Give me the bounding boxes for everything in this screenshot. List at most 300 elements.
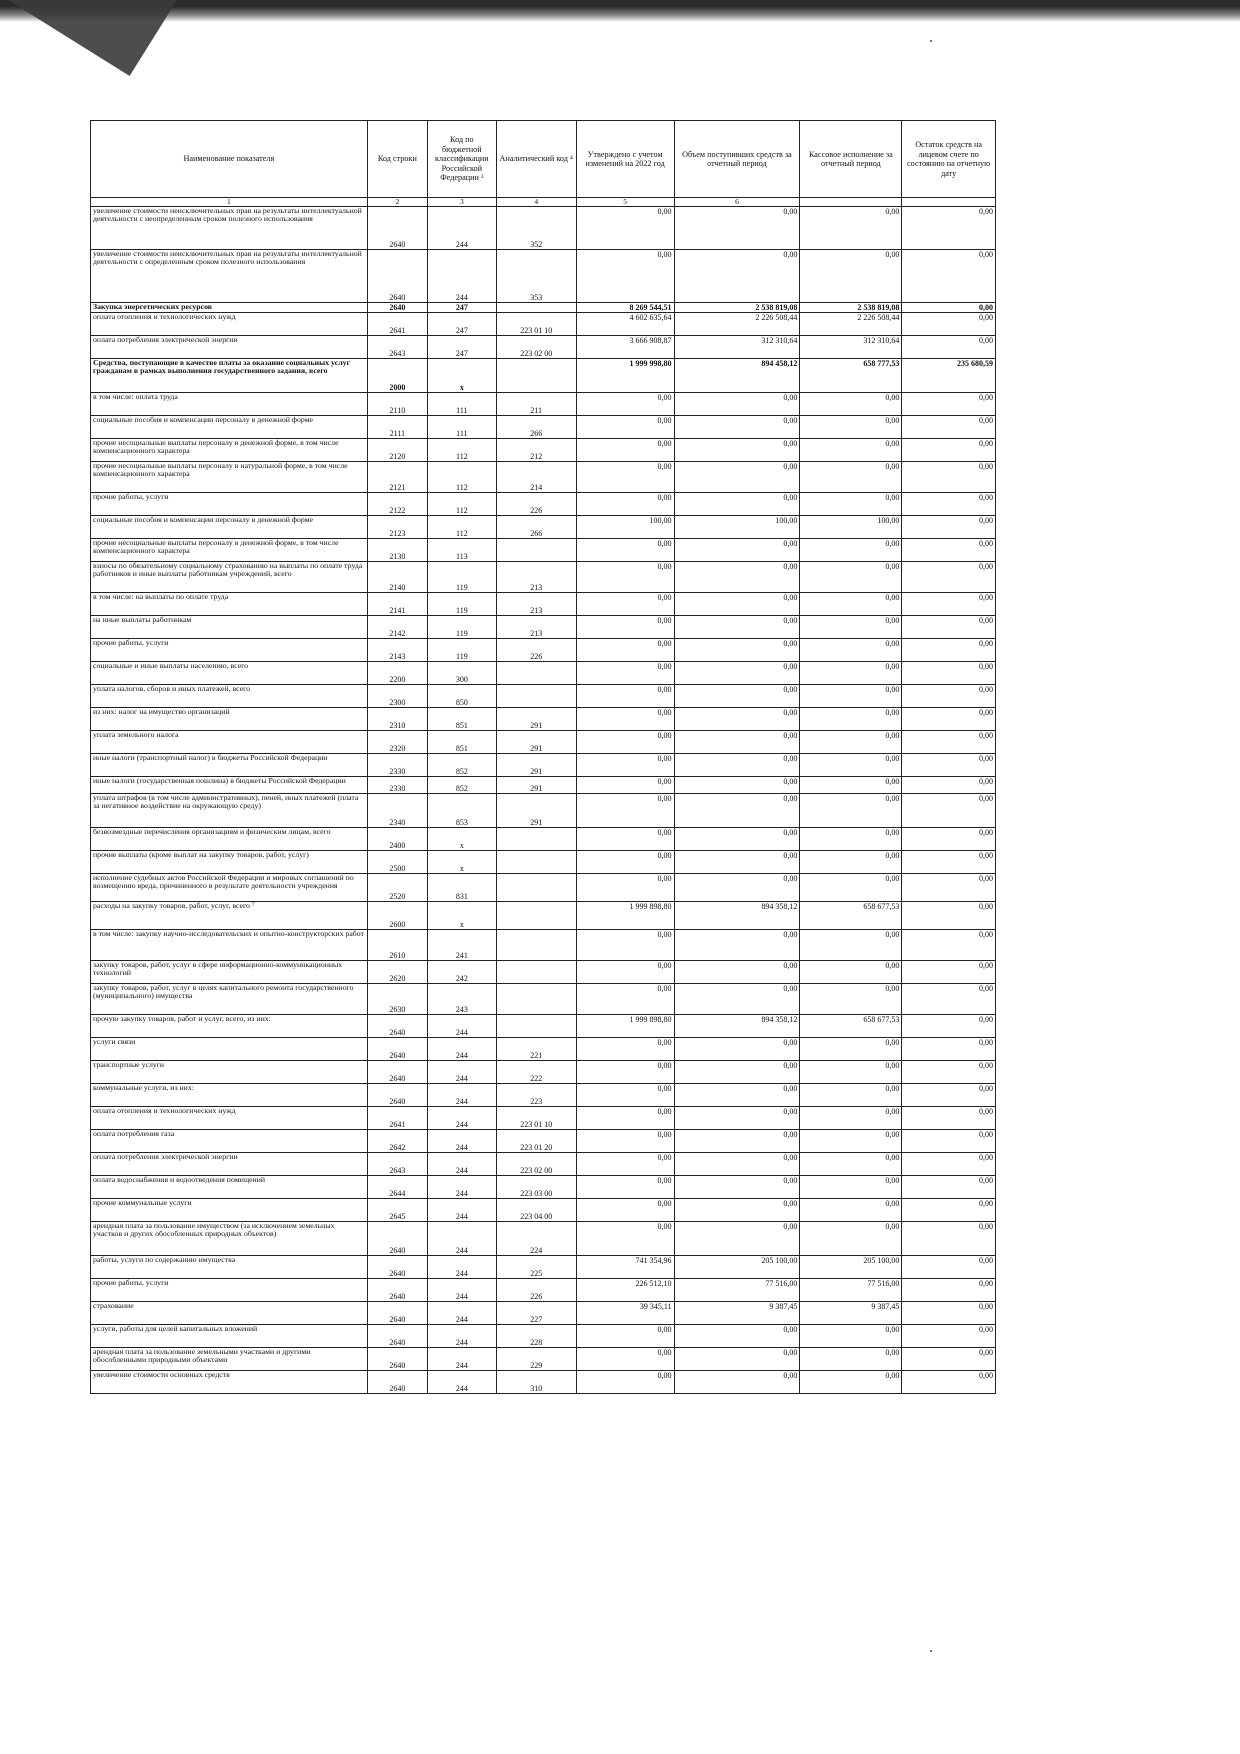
row-received: 0,00 [674, 851, 800, 874]
row-kbk: 119 [428, 562, 497, 593]
row-kbk: 244 [428, 1325, 497, 1348]
header-line-code: Код строки [367, 121, 427, 198]
row-line-code: 2641 [367, 313, 427, 336]
table-row [91, 462, 996, 493]
row-kbk: 113 [428, 539, 497, 562]
row-approved: 0,00 [576, 562, 674, 593]
row-kbk: х [428, 902, 497, 930]
row-analytic-code: 291 [496, 754, 576, 777]
row-line-code: 2120 [367, 439, 427, 462]
row-executed: 0,00 [800, 961, 902, 984]
row-approved: 3 666 908,87 [576, 336, 674, 359]
row-name: увеличение стоимости неисключительных прав на результаты интеллектуальной деятельности с неопределенным сроком полезного использования [91, 207, 368, 250]
row-analytic-code: 222 [496, 1061, 576, 1084]
row-remainder: 0,00 [902, 516, 996, 539]
row-remainder: 0,00 [902, 393, 996, 416]
row-executed: 0,00 [800, 207, 902, 250]
row-approved: 39 345,11 [576, 1302, 674, 1325]
row-kbk: 119 [428, 593, 497, 616]
row-executed: 0,00 [800, 662, 902, 685]
row-line-code: 2310 [367, 708, 427, 731]
row-executed: 658 677,53 [800, 902, 902, 930]
row-remainder: 0,00 [902, 731, 996, 754]
row-kbk: 244 [428, 1130, 497, 1153]
row-line-code: 2140 [367, 562, 427, 593]
row-received: 0,00 [674, 639, 800, 662]
header-approved: Утверждено с учетом изменений на 2022 год [576, 121, 674, 198]
row-remainder: 0,00 [902, 1222, 996, 1256]
row-kbk: 244 [428, 250, 497, 303]
row-received: 0,00 [674, 439, 800, 462]
row-analytic-code [496, 1015, 576, 1038]
row-line-code: 2641 [367, 1107, 427, 1130]
row-approved: 0,00 [576, 851, 674, 874]
row-line-code: 2300 [367, 685, 427, 708]
scan-speck [930, 40, 932, 42]
row-kbk: 244 [428, 1279, 497, 1302]
row-name: социальные пособия и компенсации персоналу в денежной форме [91, 516, 368, 539]
row-remainder: 0,00 [902, 439, 996, 462]
row-name: транспортные услуги [91, 1061, 368, 1084]
row-remainder: 0,00 [902, 794, 996, 828]
row-name: прочие коммунальные услуги [91, 1199, 368, 1222]
row-analytic-code: 213 [496, 616, 576, 639]
table-row [91, 539, 996, 562]
row-received: 0,00 [674, 708, 800, 731]
row-approved: 0,00 [576, 416, 674, 439]
row-line-code: 2642 [367, 1130, 427, 1153]
row-approved: 0,00 [576, 393, 674, 416]
row-line-code: 2620 [367, 961, 427, 984]
row-line-code: 2200 [367, 662, 427, 685]
row-line-code: 2644 [367, 1176, 427, 1199]
row-analytic-code: 228 [496, 1325, 576, 1348]
row-remainder: 0,00 [902, 639, 996, 662]
row-approved: 0,00 [576, 439, 674, 462]
row-approved: 0,00 [576, 984, 674, 1015]
table-row [91, 562, 996, 593]
table-row [91, 207, 996, 250]
row-approved: 0,00 [576, 794, 674, 828]
row-remainder: 235 680,59 [902, 359, 996, 393]
row-received: 0,00 [674, 984, 800, 1015]
row-executed: 0,00 [800, 493, 902, 516]
row-analytic-code: 223 02 00 [496, 336, 576, 359]
row-name: иные налоги (транспортный налог) в бюджеты Российской Федерации [91, 754, 368, 777]
row-remainder: 0,00 [902, 1325, 996, 1348]
row-received: 0,00 [674, 1038, 800, 1061]
row-kbk: 111 [428, 416, 497, 439]
column-number: 6 [674, 198, 800, 207]
row-received: 77 516,00 [674, 1279, 800, 1302]
row-remainder: 0,00 [902, 1015, 996, 1038]
row-kbk: 244 [428, 1061, 497, 1084]
row-name: прочие выплаты (кроме выплат на закупку товаров, работ, услуг) [91, 851, 368, 874]
row-analytic-code [496, 874, 576, 902]
row-kbk: 241 [428, 930, 497, 961]
column-number: 1 [91, 198, 368, 207]
row-approved: 0,00 [576, 207, 674, 250]
row-remainder: 0,00 [902, 1176, 996, 1199]
row-received: 0,00 [674, 462, 800, 493]
row-approved: 1 999 898,80 [576, 1015, 674, 1038]
row-name: оплата отопления и технологических нужд [91, 1107, 368, 1130]
row-name: увеличение стоимости неисключительных прав на результаты интеллектуальной деятельности с определенным сроком полезного использования [91, 250, 368, 303]
table-row [91, 1038, 996, 1061]
row-remainder: 0,00 [902, 303, 996, 313]
row-executed: 0,00 [800, 731, 902, 754]
row-analytic-code: 223 01 10 [496, 1107, 576, 1130]
table-row [91, 593, 996, 616]
row-analytic-code [496, 851, 576, 874]
row-remainder: 0,00 [902, 1302, 996, 1325]
row-line-code: 2640 [367, 1302, 427, 1325]
row-received: 0,00 [674, 828, 800, 851]
row-analytic-code [496, 930, 576, 961]
row-approved: 0,00 [576, 961, 674, 984]
row-kbk: 247 [428, 336, 497, 359]
row-executed: 0,00 [800, 539, 902, 562]
row-remainder: 0,00 [902, 984, 996, 1015]
row-received: 0,00 [674, 731, 800, 754]
row-approved: 0,00 [576, 874, 674, 902]
row-name: в том числе: закупку научно-исследовательских и опытно-конструкторских работ [91, 930, 368, 961]
header-name: Наименование показателя [91, 121, 368, 198]
row-name: коммунальные услуги, из них: [91, 1084, 368, 1107]
row-received: 0,00 [674, 562, 800, 593]
row-kbk: 850 [428, 685, 497, 708]
row-kbk: 112 [428, 516, 497, 539]
table-row [91, 1015, 996, 1038]
row-executed: 658 777,53 [800, 359, 902, 393]
table-row [91, 662, 996, 685]
row-approved: 4 602 635,64 [576, 313, 674, 336]
row-kbk: 244 [428, 1176, 497, 1199]
row-executed: 205 100,00 [800, 1256, 902, 1279]
row-line-code: 2640 [367, 1256, 427, 1279]
row-kbk: 244 [428, 1199, 497, 1222]
row-line-code: 2640 [367, 303, 427, 313]
row-received: 0,00 [674, 777, 800, 794]
row-received: 894 358,12 [674, 902, 800, 930]
row-executed: 0,00 [800, 685, 902, 708]
row-received: 100,00 [674, 516, 800, 539]
row-name: прочие несоциальные выплаты персоналу в денежной форме, в том числе компенсационного характера [91, 539, 368, 562]
row-executed: 658 677,53 [800, 1015, 902, 1038]
scan-speck [930, 1650, 932, 1652]
row-executed: 0,00 [800, 1222, 902, 1256]
row-executed: 0,00 [800, 250, 902, 303]
table-row [91, 359, 996, 393]
row-analytic-code: 291 [496, 777, 576, 794]
row-line-code: 2640 [367, 207, 427, 250]
row-analytic-code: 223 [496, 1084, 576, 1107]
row-approved: 0,00 [576, 1348, 674, 1371]
row-kbk: 300 [428, 662, 497, 685]
row-kbk: 119 [428, 639, 497, 662]
table-row [91, 828, 996, 851]
row-approved: 0,00 [576, 1176, 674, 1199]
row-kbk: 243 [428, 984, 497, 1015]
row-analytic-code [496, 539, 576, 562]
row-analytic-code: 223 02 00 [496, 1153, 576, 1176]
row-remainder: 0,00 [902, 662, 996, 685]
row-kbk: 244 [428, 1256, 497, 1279]
row-analytic-code: 221 [496, 1038, 576, 1061]
row-received: 0,00 [674, 1130, 800, 1153]
row-executed: 0,00 [800, 1176, 902, 1199]
row-approved: 1 999 998,80 [576, 359, 674, 393]
row-name: услуги, работы для целей капитальных вложений [91, 1325, 368, 1348]
table-row [91, 336, 996, 359]
row-kbk: 112 [428, 493, 497, 516]
row-name: взносы по обязательному социальному страхованию на выплаты по оплате труда работников и иные выплаты работникам учреждений, всего [91, 562, 368, 593]
row-executed: 0,00 [800, 1153, 902, 1176]
row-executed: 0,00 [800, 616, 902, 639]
row-kbk: 852 [428, 777, 497, 794]
row-line-code: 2320 [367, 731, 427, 754]
table-row [91, 516, 996, 539]
row-approved: 741 354,96 [576, 1256, 674, 1279]
row-name: оплата потребления газа [91, 1130, 368, 1153]
row-kbk: 244 [428, 1302, 497, 1325]
row-kbk: 247 [428, 313, 497, 336]
column-number: 4 [496, 198, 576, 207]
row-remainder: 0,00 [902, 1348, 996, 1371]
row-executed: 0,00 [800, 1107, 902, 1130]
row-executed: 2 226 508,44 [800, 313, 902, 336]
table-row [91, 616, 996, 639]
row-analytic-code: 227 [496, 1302, 576, 1325]
row-received: 0,00 [674, 1084, 800, 1107]
row-line-code: 2110 [367, 393, 427, 416]
row-received: 0,00 [674, 1199, 800, 1222]
row-kbk: 244 [428, 1015, 497, 1038]
row-line-code: 2640 [367, 1061, 427, 1084]
row-executed: 0,00 [800, 777, 902, 794]
row-approved: 8 269 544,51 [576, 303, 674, 313]
row-approved: 0,00 [576, 662, 674, 685]
row-remainder: 0,00 [902, 616, 996, 639]
row-executed: 0,00 [800, 439, 902, 462]
row-name: работы, услуги по содержанию имущества [91, 1256, 368, 1279]
row-received: 205 100,00 [674, 1256, 800, 1279]
table-row [91, 1084, 996, 1107]
table-row [91, 777, 996, 794]
row-executed: 0,00 [800, 930, 902, 961]
row-executed: 0,00 [800, 1371, 902, 1394]
row-remainder: 0,00 [902, 754, 996, 777]
row-name: увеличение стоимости основных средств [91, 1371, 368, 1394]
row-kbk: х [428, 828, 497, 851]
row-kbk: 111 [428, 393, 497, 416]
row-received: 0,00 [674, 616, 800, 639]
row-received: 0,00 [674, 539, 800, 562]
row-analytic-code: 266 [496, 516, 576, 539]
row-analytic-code: 211 [496, 393, 576, 416]
column-number-row [91, 198, 996, 207]
row-approved: 0,00 [576, 930, 674, 961]
table-row [91, 439, 996, 462]
table-row [91, 708, 996, 731]
row-executed: 9 387,45 [800, 1302, 902, 1325]
row-approved: 0,00 [576, 462, 674, 493]
table-row [91, 303, 996, 313]
row-approved: 0,00 [576, 539, 674, 562]
row-name: прочие работы, услуги [91, 493, 368, 516]
row-approved: 0,00 [576, 708, 674, 731]
row-kbk: х [428, 851, 497, 874]
row-remainder: 0,00 [902, 1107, 996, 1130]
row-received: 0,00 [674, 1222, 800, 1256]
row-analytic-code [496, 961, 576, 984]
row-remainder: 0,00 [902, 1061, 996, 1084]
row-line-code: 2640 [367, 1279, 427, 1302]
column-number [800, 198, 902, 207]
row-line-code: 2640 [367, 1325, 427, 1348]
row-name: в том числе: на выплаты по оплате труда [91, 593, 368, 616]
row-executed: 0,00 [800, 1061, 902, 1084]
row-line-code: 2640 [367, 1084, 427, 1107]
row-analytic-code [496, 662, 576, 685]
row-received: 894 458,12 [674, 359, 800, 393]
row-kbk: 851 [428, 731, 497, 754]
row-remainder: 0,00 [902, 874, 996, 902]
row-kbk: 247 [428, 303, 497, 313]
row-executed: 2 538 819,08 [800, 303, 902, 313]
row-remainder: 0,00 [902, 1153, 996, 1176]
row-approved: 0,00 [576, 1107, 674, 1130]
row-line-code: 2142 [367, 616, 427, 639]
row-executed: 0,00 [800, 828, 902, 851]
row-kbk: 244 [428, 1371, 497, 1394]
row-received: 312 310,64 [674, 336, 800, 359]
row-received: 0,00 [674, 794, 800, 828]
column-number: 3 [428, 198, 497, 207]
row-analytic-code: 291 [496, 708, 576, 731]
table-row [91, 1061, 996, 1084]
row-line-code: 2640 [367, 1015, 427, 1038]
row-line-code: 2000 [367, 359, 427, 393]
row-approved: 0,00 [576, 1130, 674, 1153]
row-received: 2 538 819,08 [674, 303, 800, 313]
row-executed: 77 516,00 [800, 1279, 902, 1302]
row-name: иные налоги (государственная пошлина) в бюджеты Российской Федерации [91, 777, 368, 794]
row-remainder: 0,00 [902, 416, 996, 439]
row-line-code: 2520 [367, 874, 427, 902]
row-remainder: 0,00 [902, 593, 996, 616]
row-received: 0,00 [674, 493, 800, 516]
table-row [91, 1153, 996, 1176]
row-executed: 0,00 [800, 1199, 902, 1222]
row-line-code: 2122 [367, 493, 427, 516]
row-name: оплата потребления электрической энергии [91, 336, 368, 359]
table-row [91, 984, 996, 1015]
row-name: оплата потребления электрической энергии [91, 1153, 368, 1176]
row-approved: 0,00 [576, 828, 674, 851]
table-row [91, 930, 996, 961]
row-executed: 0,00 [800, 1130, 902, 1153]
row-line-code: 2141 [367, 593, 427, 616]
row-remainder: 0,00 [902, 462, 996, 493]
row-received: 0,00 [674, 874, 800, 902]
row-approved: 0,00 [576, 731, 674, 754]
row-name: прочие работы, услуги [91, 1279, 368, 1302]
row-approved: 0,00 [576, 593, 674, 616]
table-row [91, 493, 996, 516]
row-executed: 0,00 [800, 393, 902, 416]
row-kbk: х [428, 359, 497, 393]
row-remainder: 0,00 [902, 685, 996, 708]
table-row [91, 1371, 996, 1394]
row-analytic-code: 226 [496, 1279, 576, 1302]
row-received: 0,00 [674, 250, 800, 303]
header-kbk: Код по бюджетной классификации Российской Федерации ³ [428, 121, 497, 198]
row-received: 2 226 508,44 [674, 313, 800, 336]
table-row [91, 731, 996, 754]
row-remainder: 0,00 [902, 828, 996, 851]
row-remainder: 0,00 [902, 1371, 996, 1394]
row-received: 0,00 [674, 393, 800, 416]
row-name: социальные и иные выплаты населению, всего [91, 662, 368, 685]
row-remainder: 0,00 [902, 1084, 996, 1107]
row-remainder: 0,00 [902, 207, 996, 250]
row-received: 0,00 [674, 1107, 800, 1130]
row-analytic-code: 266 [496, 416, 576, 439]
row-name: арендная плата за пользование имуществом (за исключением земельных участков и других обособленных природных объектов) [91, 1222, 368, 1256]
table-row [91, 1222, 996, 1256]
row-remainder: 0,00 [902, 1199, 996, 1222]
table-row [91, 1199, 996, 1222]
row-kbk: 244 [428, 1038, 497, 1061]
row-line-code: 2330 [367, 777, 427, 794]
row-remainder: 0,00 [902, 562, 996, 593]
row-received: 0,00 [674, 416, 800, 439]
row-remainder: 0,00 [902, 851, 996, 874]
row-approved: 0,00 [576, 1222, 674, 1256]
row-line-code: 2640 [367, 1371, 427, 1394]
row-executed: 312 310,64 [800, 336, 902, 359]
table-row [91, 754, 996, 777]
row-name: уплата земельного налога [91, 731, 368, 754]
row-line-code: 2643 [367, 336, 427, 359]
row-line-code: 2121 [367, 462, 427, 493]
row-analytic-code: 229 [496, 1348, 576, 1371]
row-line-code: 2111 [367, 416, 427, 439]
row-kbk: 853 [428, 794, 497, 828]
row-line-code: 2123 [367, 516, 427, 539]
row-approved: 0,00 [576, 1199, 674, 1222]
row-kbk: 112 [428, 462, 497, 493]
row-analytic-code [496, 828, 576, 851]
row-name: оплата отопления и технологических нужд [91, 313, 368, 336]
table-row [91, 1348, 996, 1371]
row-analytic-code [496, 303, 576, 313]
table-row [91, 416, 996, 439]
table-row [91, 794, 996, 828]
header-analytic: Аналитический код ⁴ [496, 121, 576, 198]
row-line-code: 2640 [367, 1038, 427, 1061]
row-name: из них: налог на имущество организаций [91, 708, 368, 731]
header-received: Объем поступивших средств за отчетный период [674, 121, 800, 198]
row-remainder: 0,00 [902, 902, 996, 930]
row-analytic-code: 214 [496, 462, 576, 493]
row-line-code: 2340 [367, 794, 427, 828]
row-line-code: 2600 [367, 902, 427, 930]
row-line-code: 2640 [367, 250, 427, 303]
table-row [91, 874, 996, 902]
row-kbk: 852 [428, 754, 497, 777]
